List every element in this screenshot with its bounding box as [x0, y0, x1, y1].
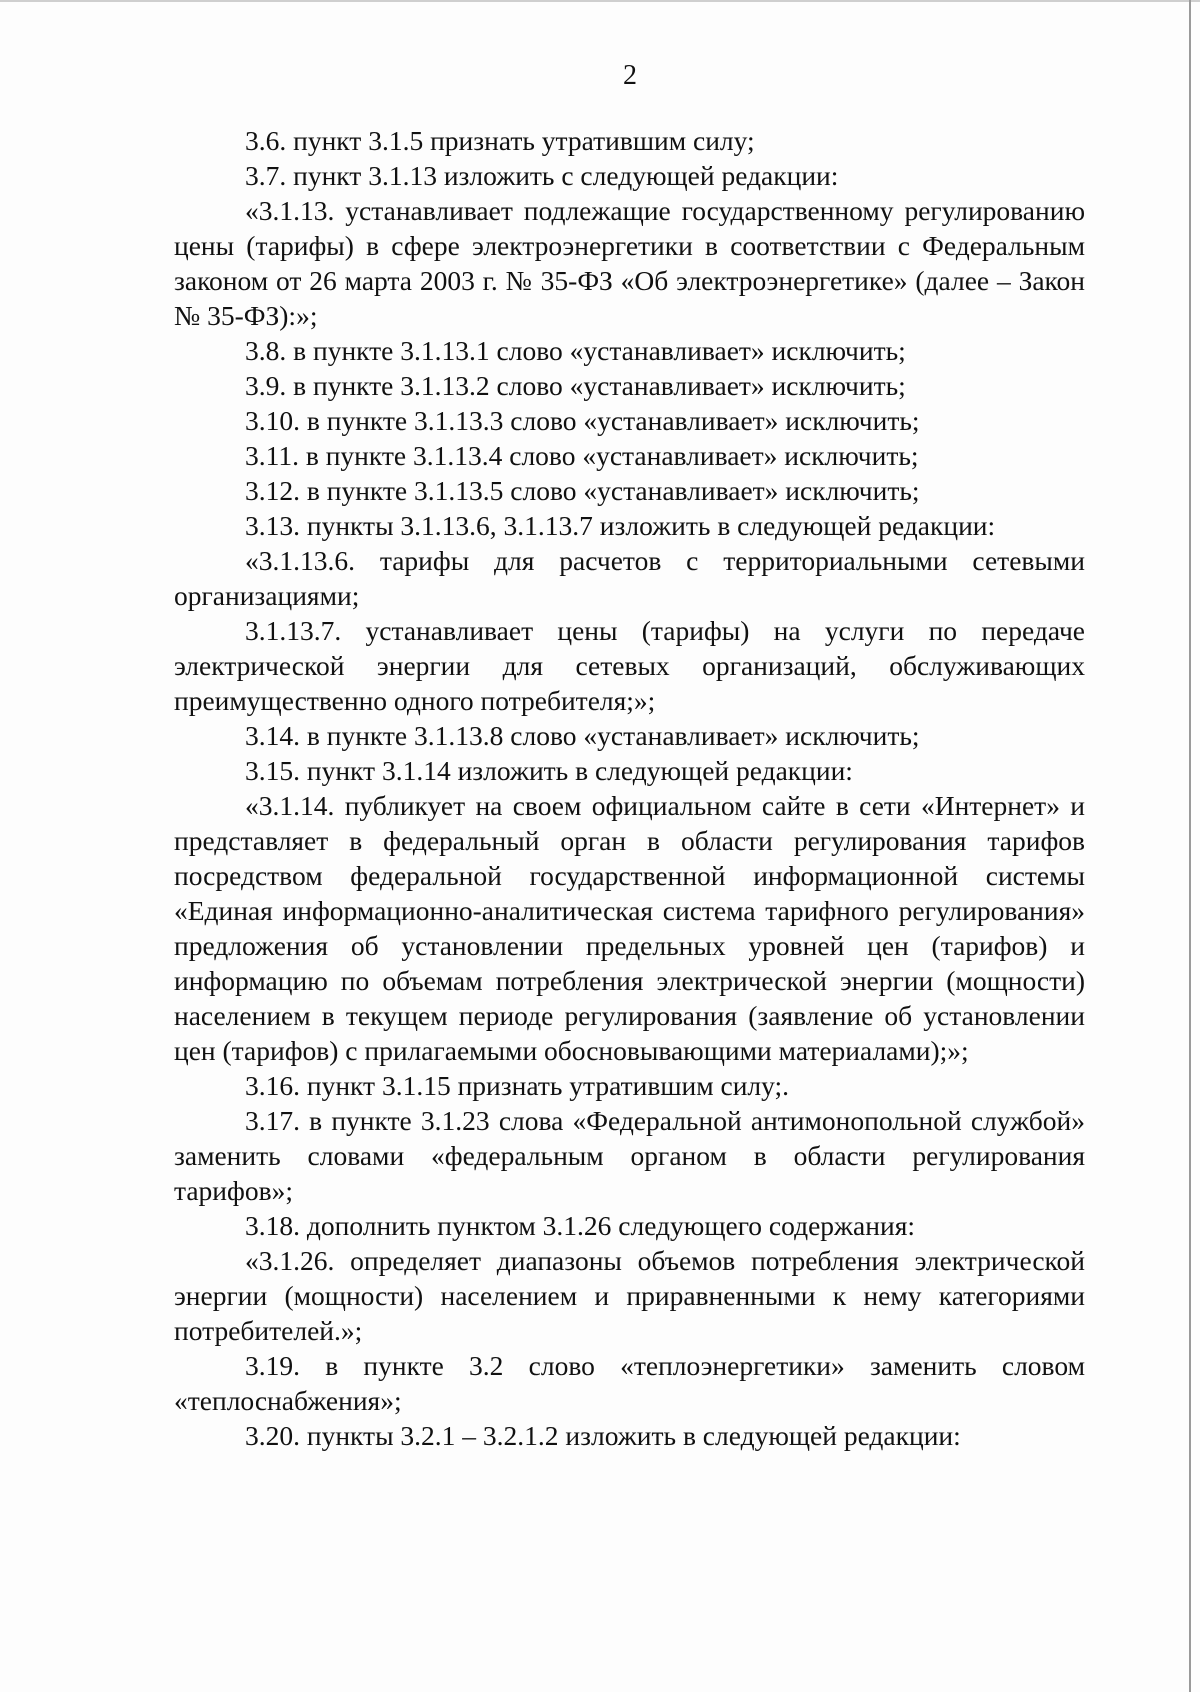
paragraph-3-19: 3.19. в пункте 3.2 слово «теплоэнергетики» заменить словом «теплоснабжения»;: [174, 1350, 1085, 1416]
paragraph-3-16: 3.16. пункт 3.1.15 признать утратившим силу;.: [245, 1070, 790, 1101]
paragraph-quote-3-1-13-6: «3.1.13.6. тарифы для расчетов с территориальными сетевыми организациями;: [174, 545, 1085, 611]
paragraph-3-14: 3.14. в пункте 3.1.13.8 слово «устанавливает» исключить;: [245, 720, 920, 751]
paragraph-3-11: 3.11. в пункте 3.1.13.4 слово «устанавливает» исключить;: [245, 440, 919, 471]
paragraph-3-8: 3.8. в пункте 3.1.13.1 слово «устанавливает» исключить;: [245, 335, 906, 366]
scan-right-edge: [1189, 0, 1191, 1692]
page-number: 2: [623, 60, 637, 91]
document-body: [174, 123, 1085, 1453]
paragraph-3-12: 3.12. в пункте 3.1.13.5 слово «устанавливает» исключить;: [245, 475, 920, 506]
paragraph-3-18: 3.18. дополнить пунктом 3.1.26 следующего содержания:: [245, 1210, 915, 1241]
paragraph-3-7: 3.7. пункт 3.1.13 изложить с следующей редакции:: [245, 160, 839, 191]
paragraph-3-1-13-7: 3.1.13.7. устанавливает цены (тарифы) на услуги по передаче электрической энергии для сетевых организаций, обслуживающих преимущественно одного потребителя;»;: [174, 615, 1085, 716]
paragraph-3-15: 3.15. пункт 3.1.14 изложить в следующей редакции:: [245, 755, 853, 786]
paragraph-3-20: 3.20. пункты 3.2.1 – 3.2.1.2 изложить в следующей редакции:: [245, 1420, 961, 1451]
paragraph-3-13: 3.13. пункты 3.1.13.6, 3.1.13.7 изложить в следующей редакции:: [245, 510, 996, 541]
paragraph-quote-3-1-13: «3.1.13. устанавливает подлежащие государственному регулированию цены (тарифы) в сфере электроэнергетики в соответствии с Федеральным законом от 26 марта 2003 г. № 35-ФЗ «Об электроэнергетике» (далее – Закон № 35-ФЗ):»;: [174, 195, 1085, 331]
paragraph-3-6: 3.6. пункт 3.1.5 признать утратившим силу;: [245, 125, 755, 156]
paragraph-quote-3-1-14: «3.1.14. публикует на своем официальном сайте в сети «Интернет» и представляет в федеральный орган в области регулирования тарифов посредством федеральной государственной информационной системы «Единая информационно-аналитическая система тарифного регулирования» предложения об установлении предельных уровней цен (тарифов) и информацию по объемам потребления электрической энергии (мощности) населением в текущем периоде регулирования (заявление об установлении цен (тарифов) с прилагаемыми обосновывающими материалами);»;: [174, 790, 1085, 1066]
paragraph-3-10: 3.10. в пункте 3.1.13.3 слово «устанавливает» исключить;: [245, 405, 920, 436]
scan-top-edge: [0, 0, 1200, 2]
paragraph-quote-3-1-26: «3.1.26. определяет диапазоны объемов потребления электрической энергии (мощности) населением и приравненными к нему категориями потребителей.»;: [174, 1245, 1085, 1346]
paragraph-3-17: 3.17. в пункте 3.1.23 слова «Федеральной антимонопольной службой» заменить словами «федеральным органом в области регулирования тарифов»;: [174, 1105, 1085, 1206]
paragraph-3-9: 3.9. в пункте 3.1.13.2 слово «устанавливает» исключить;: [245, 370, 906, 401]
